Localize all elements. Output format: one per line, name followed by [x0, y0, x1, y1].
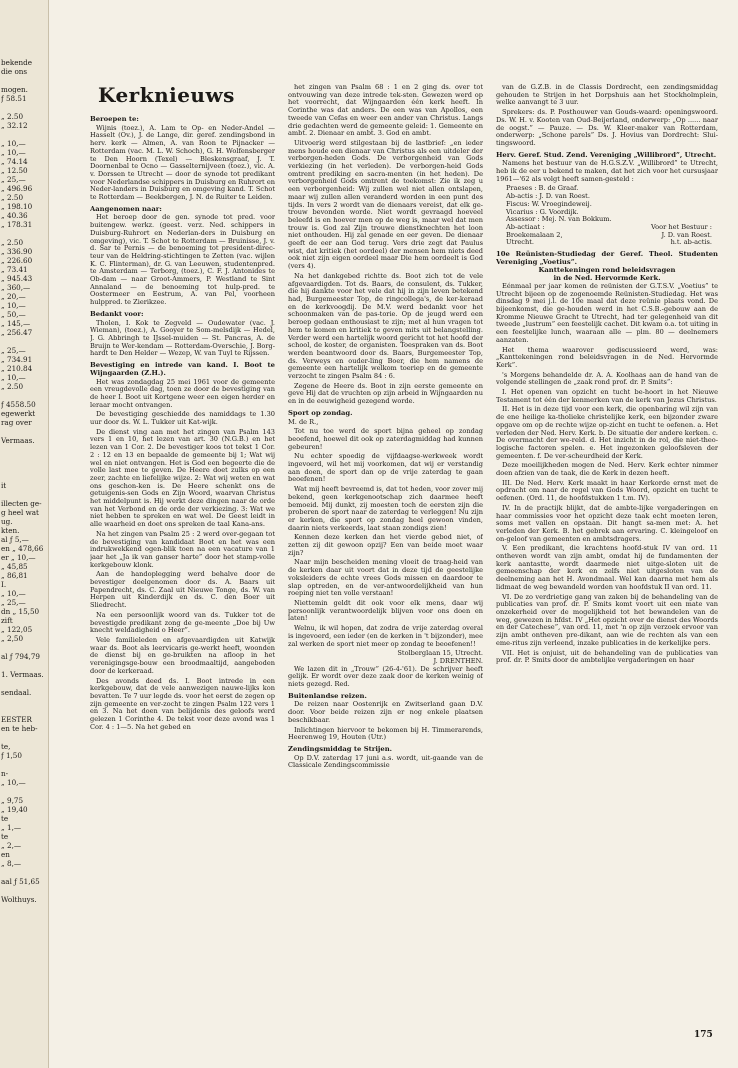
margin-line	[1, 103, 47, 112]
salutation: M. de R.,	[288, 417, 319, 426]
margin-line: „ 19,40	[1, 805, 28, 814]
paragraph: Op D.V. zaterdag 17 juni a.s. wordt, uit-gaande van de Classicale Zendingscommissie	[288, 753, 483, 770]
margin-line: n-	[1, 769, 9, 778]
margin-line: „ 9,75	[1, 796, 24, 805]
margin-line: „ 226.60	[1, 256, 33, 265]
margin-line: kten.	[1, 526, 20, 535]
section-heading: 10e Reünisten-Studiedag der Geref. Theol. Studenten Vereniging „Voetius”.	[496, 250, 718, 266]
margin-line: „ 734.91	[1, 355, 33, 364]
margin-line: „ 336.90	[1, 247, 33, 256]
paragraph: VII. Het is onjuist, uit de behandeling van de publicaties van prof. dr. P. Smits door de ambtelijke vergaderingen en haar	[496, 648, 718, 665]
margin-line: rag over	[1, 418, 32, 427]
paragraph: I. Het openen van opzicht en tucht be-hoort in het Nieuwe Testament tot één der kenmerken van de kerk van Jezus Christus.	[496, 388, 718, 404]
margin-line	[1, 76, 47, 85]
margin-line	[1, 868, 47, 877]
margin-line: EESTER	[1, 715, 32, 724]
margin-line: I.	[1, 580, 7, 589]
column-1-body	[90, 116, 275, 731]
board-member: Vicarius : G. Voordijk.	[506, 207, 579, 216]
margin-line: aal ƒ 51,65	[1, 877, 40, 886]
left-margin-text	[1, 58, 47, 904]
margin-line: en „ 478,66	[1, 544, 44, 553]
paragraph: Het beroep door de gen. synode tot pred. voor buitengew. werkz. (geest. verz. Ned. schippers in Duisburg-Ruhrort en Nederlan-ders in Duisburg en omgeving), vic. T. Schot te Rotterdam — Bruinisse, J. v. d. Sar te Pernis — de benoeming tot president-direc-teur van de Heldring-stichtingen te Zetten (vac. wijlen K. C. Flinterman), dr. G. van Leeuwen, studentenpred. te Amsterdam — Terborg, (toez.), C. F. J. Antonides te Ob-dam — naar Groot-Ammers, P. Westland te Sint Annaland — de benoeming tot hulp-pred. te Oostermeer en Eestrum, A. van Pel, voorheen hulppred. te Zierikzee.	[90, 213, 275, 307]
margin-line: Vermaas.	[1, 436, 35, 445]
paragraph: IV. In de practijk blijkt, dat de ambte-lijke vergaderingen en haar commissies voor het opzicht deze taak echt moeten leren, soms met vallen en opstaan. Dit hangt sa-men met: A. het verleden der Kerk. B. het gebrek aan ervaring. C. kleingeloof en on-geloof van gemeenten en ambtsdragers.	[496, 503, 718, 543]
paragraph: VI. De zo verdrietige gang van zaken bij de behandeling van de publicaties van prof. dr. P. Smits komt voort uit een mate van onzekerheid over de mogelijkheid tot het bewandelen van de weg, gewezen in hfdst. IV „Het opzicht over de dienst des Woords en der Catechese”, van ord. 11, met 'n op zijn verzoek ervoor van zijn ambt ontheven pre-dikant, aan wie de rechten als van een eme-ritus zijn verleend, inzake publicaties in de kerkelijke pers.	[496, 592, 718, 647]
margin-line: „ 2,—	[1, 841, 22, 850]
paragraph: 's Morgens behandelde dr. A. A. Koolhaas aan de hand van de volgende stellingen de „zaak rond prof. dr. P. Smits”:	[496, 370, 718, 387]
paragraph: Na het zingen van Psalm 25 : 2 werd over-gegaan tot de bevestiging van kandidaat Boot en het was een indrukwekkend ogen-blik toen na een vacature van 1 jaar het „Ja ik van ganser harte” door het stamp-volle kerkgebouw klonk.	[90, 529, 275, 569]
paragraph: De dienst ving aan met het zingen van Psalm 143 vers 1 en 10, het lezen van art. 30 (N.G.B.) en het lezen van 1 Cor. 2. De bevestiger koos tot tekst 1 Cor. 2 : 12 en 13 en bepaalde de gemeente bij 1; Wat wij wel en niet ontvangen. Het is God een begeerte die de volle last mee te geven. De Heere doet zulks op een zeer, zachte en liefelijke wijze. 2: Wat wij weten en wat ons geschon-ken is. De Heere schenkt ons de getuigenis-sen Gods en Zijn Woord, waarvan Christus het middelpunt is. Hij werkt deze dingen naar de orde van het Verbond en de orde der verkiezing. 3: Wat we niet hebben te spreken en wat wel. De Geest leidt in alle waarheid en doet ons spreken de taal Kana-ans.	[90, 427, 275, 529]
margin-line: bekende	[1, 58, 32, 67]
margin-line: „ 496.96	[1, 184, 33, 193]
margin-line: „ 32.12	[1, 121, 28, 130]
board-member: Assessor : Mej. N. van Bokkum.	[506, 215, 612, 224]
board-member: Ab-actis : J. D. van Roest.	[506, 192, 590, 201]
margin-line: „ 73.41	[1, 265, 28, 274]
line-part: Broekemalaan 2,	[506, 230, 563, 239]
margin-line: en	[1, 850, 10, 859]
margin-line: er „ 10,—	[1, 553, 36, 562]
margin-line: „ 50,—	[1, 310, 26, 319]
margin-line	[1, 643, 47, 652]
subheading: in de Ned. Hervormde Kerk.	[553, 274, 661, 283]
margin-line: ƒ 4558.50	[1, 400, 36, 409]
column-2	[288, 84, 483, 1024]
margin-line	[1, 229, 47, 238]
margin-line	[1, 679, 47, 688]
margin-line: „ 10,—	[1, 373, 26, 382]
margin-line: die ons	[1, 67, 28, 76]
paragraph: Nu echter spoedig de vijfdaagse-werkweek wordt ingevoerd, wil het mij voorkomen, dat wij er verstandig aan doen, de sport dan op de vrije zaterdag te gaan beoefenen!	[288, 452, 483, 484]
margin-line: „ 45,85	[1, 562, 28, 571]
margin-line: „ 10,—	[1, 778, 26, 787]
paragraph: Deze moeilijkheden mogen de Ned. Herv. Kerk echter nimmer doen afzien van de taak, die de Kerk in dezen heeft.	[496, 461, 718, 478]
margin-line: „ 122,05	[1, 625, 33, 634]
margin-line	[1, 391, 47, 400]
margin-line: „ 178.31	[1, 220, 33, 229]
line-part: J. D. van Roest.	[661, 230, 712, 239]
paragraph: Het thema waarover gediscussieerd werd, was: „Kanttekeningen rond beleidsvragen in de Ned. Hervormde Kerk”.	[496, 345, 718, 369]
margin-line: „ 198.10	[1, 202, 33, 211]
margin-line: „ 8,—	[1, 859, 22, 868]
column-3	[496, 84, 718, 1024]
margin-line: „ 10,—	[1, 301, 26, 310]
signature-line: Stolberglaan 15, Utrecht.	[397, 649, 483, 658]
paragraph: van de G.Z.B. in de Classis Dordrecht, een zendingsmiddag gehouden te Strijen in het Dorpshuis aan het Stockholmplein, welke aanvangt te 3 uur.	[496, 84, 718, 107]
two-part-line	[496, 239, 718, 247]
margin-line: 1. Vermaas.	[1, 670, 44, 679]
paragraph: Naar mijn bescheiden mening vloeit de traag-heid van de kerken daar uit voort dat in deze tijd de geestelijke voksleiders de echte vrees Gods missen en daardoor te slap optreden, en de ver-antwoordelijkheid van hun roeping niet ten volle verstaan!	[288, 558, 483, 598]
paragraph: Na een persoonlijk woord van ds. Tukker tot de bevestigde predikant zong de ge-meente „Doe bij Uw knecht weldadigheid o Heer”.	[90, 610, 275, 635]
board-member: Praeses : B. de Graaf.	[506, 184, 579, 193]
margin-line	[1, 454, 47, 463]
section-heading: Beroepen te:	[90, 115, 139, 123]
margin-line	[1, 733, 47, 742]
paragraph: De bevestiging geschiedde des namiddags te 1.30 uur door ds. W. L. Tukker uit Kat-wijk.	[90, 410, 275, 427]
margin-line: „ 360,—	[1, 283, 31, 292]
margin-line	[1, 760, 47, 769]
margin-line: g heel wat	[1, 508, 39, 517]
margin-line: „ 145,—	[1, 319, 31, 328]
paragraph: Inlichtingen hiervoor te bekomen bij H. Timmerarends, Heerenweg 19, Houten (Utr.)	[288, 725, 483, 742]
section-heading: Herv. Geref. Stud. Zend. Vereniging „Willibrord”, Utrecht.	[496, 150, 717, 159]
margin-line: al ƒ 5,—	[1, 535, 29, 544]
paragraph: Het was zondagdag 25 mei 1961 voor de gemeente een vreugdevolle dag, toen ze door de bevestiging van de heer I. Boot uit Kortgene weer een eigen herder en leraar mocht ontvangen.	[90, 377, 275, 409]
margin-line: ug.	[1, 517, 13, 526]
margin-line: dn „ 15,50	[1, 607, 40, 616]
margin-line: te,	[1, 742, 11, 751]
margin-line: „ 2.50	[1, 112, 24, 121]
margin-line: „ 20,—	[1, 292, 26, 301]
paragraph: Wat mij heeft bevreemd is, dat tot heden, voor zover mij bekend, geen kerkgenootschap zich daarmee heeft bemoeid. Mij dunkt, zij moesten toch de eersten zijn die proberen de sport naar de zaterdag te verleggen! Nu zijn er kerken, die sport op zondag heel gewoon vinden, daarin niets verkeerds, laat staan zondigs zien!	[288, 485, 483, 532]
left-margin-column	[0, 0, 49, 1068]
margin-line: „ 10,—	[1, 148, 26, 157]
paragraph: De reizen naar Oostenrijk en Zwitserland gaan D.V. door. Voor beide reizen zijn er nog enkele plaatsen beschikbaar.	[288, 700, 483, 724]
paragraph: Tot nu toe werd de sport bijna geheel op zondag beoefend, hoewel dit ook op zaterdagmiddag had kunnen gebeuren!	[288, 427, 483, 451]
margin-line: „ 2,50	[1, 634, 24, 643]
paragraph: het zingen van Psalm 68 : 1 en 2 ging ds. over tot ontvouwing van deze intrede tek-sten. Gewezen werd op het voorrecht, dat Wijngaarden één kerk heeft. In Corinthe was dat anders. De een was van Apollos, een tweede van Cefas en weer een ander van Christus. Langs drie gedachten werd de gemeente geleid: 1. Gemeente en ambt. 2. Dienaar en ambt. 3. God en ambt.	[288, 84, 483, 138]
paragraph: Na het dankgebed richtte ds. Boot zich tot de vele afgevaardigden. Tot ds. Baars, de consulent, ds. Tukker, die hij dankte voor het vele dat hij in zijn leven betekend had, Burgemeester Top, de ringcollega's, de ker-keraad en de kerkvoogdij. De M.V. werd bedankt voor het schoonmaken van de pas-torie. Op de jeugd werd een beroep gedaan enthousiast te zijn; met al hun vragen tot hem te komen en kritiek te geven mits uit belangstelling. Verder werd een hartelijk woord gericht tot het hoofd der school, de koster, de organisten. Toespraken van ds. Boot werden beantwoord door ds. Baars, Burgemeester Top, ds. Verweys en ouder-ling Boer, die hem namens de gemeente een hartelijk welkom toeriep en de gemeente verzocht te zingen Psalm 84 : 6.	[288, 271, 483, 381]
margin-line: en te heb-	[1, 724, 38, 733]
margin-line	[1, 706, 47, 715]
section-title: Kerknieuws	[98, 84, 235, 107]
margin-line: „ 25,—	[1, 598, 26, 607]
section-heading: Bevestiging en intrede van kand. I. Boot te Wijngaarden (Z.H.).	[90, 361, 275, 377]
margin-line: ƒ 1,50	[1, 751, 22, 760]
paragraph: Uitvoerig werd stilgestaan bij de lastbrief: „en ieder mens houde een dienaar van Christus als een uitdeler der verborgen-heden Gods. De verborgenheid van Gods verkiezing (in het verleden). De verborgen-heid Gods omtrent prediking en sacra-menten (in het heden). De verborgenheid Gods omtrent de toekomst: Zie ik zeg u een verborgenheid: Wij zullen wel niet allen ontslapen, maar wij zullen allen veranderd worden in een punt des tijds. In vers 2 wordt van de dienaars vereist, dat elk ge-trouw bevonden worde. Niet wordt gevraagd hoeveel beleefd is en hoever men op de weg is, maar wel dat men trouw is. God zal Zijn trouwe dienstknechten het loon niet onthouden. Hij zal genade en eer geven. De dienaar geeft de eer aan God terug. Vers drie zegt dat Paulus wist, dat kritiek (het oordeel) der mensen hem niets deed ook niet zijn eigen oordeel maar Die hem oordeelt is God (vers 4).	[288, 138, 483, 271]
paragraph: Welnu, ik wil hopen, dat zodra de vrije zaterdag overal is ingevoerd, een ieder (en de kerken in 't bijzonder), mee zal werken de sport niet meer op zondag te beoefenen!!	[288, 624, 483, 648]
paragraph: Vele familieleden en afgevaardigden uit Katwijk waar ds. Boot als leervicaris ge-werkt heeft, woonden de dienst bij en ge-bruikten na afloop in het verenigingsge-bouw een broodmaaltijd, aangeboden door de kerkeraad.	[90, 636, 275, 675]
section-heading: Bedankt voor:	[90, 309, 144, 318]
paragraph: II. Het is in deze tijd voor een kerk, die openbaring wil zijn van de ene heilige ka-tholieke christelijke kerk, een bijzonder zware opgave om op de rechte wijze op-zicht en tucht te oefenen. a. Het verleden der Ned. Herv. Kerk. b. De situatie der andere kerken. c. De overmacht der we-reld. d. Het inzicht in de rol, die niet-theo-logische factoren spelen. e. Het ingezonken geloofsleven der gemeenten. f. De ver-scheurdheid der Kerk.	[496, 405, 718, 460]
paragraph: III. De Ned. Herv. Kerk maakt in haar Kerkorde ernst met de opdracht om naar de regel van Gods Woord, opzicht en tucht te oefenen. (Ord. 11, de hoofdstukken 1 t.m. IV).	[496, 478, 718, 503]
margin-line	[1, 490, 47, 499]
margin-line: „ 10,—	[1, 589, 26, 598]
paragraph: V. Een predikant, die krachtens hoofd-stuk IV van ord. 11 ontheven wordt van zijn ambt, omdat hij de fundamenten der kerk aantastte, wordt daarmede niet uitge-sloten uit de gemeenschap der kerk en zelfs niet uitgesloten van de deelneming aan het H. Avondmaal. Wel kan daarna met hem als lidmaat de weg bewandeld worden van hoofdstuk II van ord. 11.	[496, 544, 718, 591]
margin-line	[1, 697, 47, 706]
margin-line: Wolthuys.	[1, 895, 37, 904]
margin-line: sendaal.	[1, 688, 32, 697]
paragraph: Wijnis (toez.), A. Lam te Op- en Neder-Andel — Hasselt (Ov.), J. de Lange, dir. geref. zendingsbond in herv. kerk — Almen, A. van Roon te Pijnacker — Rotterdam (vac. M. L. W. Schoch), G. H. Wolfensberger te Den Hoorn (Texel) — Bleskensgraaf, J. T. Doornenbal te Ocno — Gasselternijveen (toez.), vic. A. v. Dorssen te Utrecht — door de synode tot predikant voor Nederlandse schippers in Duisburg en Ruhrort en Neder-landers in Duisburg en omgeving kand. T. Schot te Rotterdam — Beekbergen, J. N. de Ruiter te Leiden.	[90, 123, 275, 202]
subheading: Kanttekeningen rond beleidsvragen	[538, 266, 676, 275]
margin-line	[1, 130, 47, 139]
paragraph: Zegene de Heere ds. Boot in zijn eerste gemeente en geve Hij dat de vruchten op zijn arbeid in Wijngaarden nu en in de eeuwigheid gezegend worde.	[288, 381, 483, 406]
margin-line: „ 40.36	[1, 211, 28, 220]
margin-line: „ 2.50	[1, 382, 24, 391]
paragraph: Des avonds deed ds. I. Boot intrede in een kerkgebouw, dat de vele aanwezigen nauwe-lijks kon bevatten. Te 7 uur legde ds. voor het eerst de zegen op zijn gemeente en ver-zocht te zingen Psalm 122 vers 1 en 3. Na het doen van belijdenis des geloofs werd gelezen 1 Corinthe 4. De tekst voor deze avond was 1 Cor. 4 : 1—5. Na het gebed en	[90, 676, 275, 731]
margin-line: te	[1, 814, 9, 823]
margin-line: „ 25,—	[1, 175, 26, 184]
board-member: Fiscus: W. Vroegindeweij.	[506, 199, 592, 208]
article-area	[58, 84, 722, 1034]
paragraph: Sprekers: ds. P. Posthouwer van Gouds-waard: openingswoord. Ds. W. H. v. Kooten van Oud-Beijerland, onderwerp: „Op ...... naar de oogst.” — Pauze. — Ds. W. Kleer-maker van Rotterdam, onderwerp: „Schone parels” Ds. J. Hovius van Dordrecht: Slui-tingswoord.	[496, 108, 718, 147]
signature-line: J. DRENTHEN.	[433, 656, 483, 665]
margin-line	[1, 661, 47, 670]
line-part: Voor het Bestuur :	[651, 222, 712, 231]
section-heading: Sport op zondag.	[288, 408, 353, 417]
section-heading: Aangenomen naar:	[90, 204, 162, 213]
margin-line	[1, 886, 47, 895]
line-part: Ab-actiaat :	[506, 222, 545, 231]
section-heading: Zendingsmiddag te Strijen.	[288, 744, 393, 753]
margin-line: it	[1, 481, 7, 490]
paragraph: Kennen deze kerken dan het vierde gebod niet, of zetten zij dit gewoon opzij? Een van beide moet waar zijn?	[288, 533, 483, 557]
margin-line	[1, 445, 47, 454]
paragraph: Niettemin geldt dit ook voor elk mens, daar wij persoonlijk verantwoordelijk blijven voor ons doen en laten!	[288, 599, 483, 623]
margin-line: „ 2.50	[1, 238, 24, 247]
margin-line: zift	[1, 616, 13, 625]
margin-line	[1, 337, 47, 346]
margin-line: „ 12.50	[1, 166, 28, 175]
margin-line	[1, 472, 47, 481]
margin-line	[1, 463, 47, 472]
column-1	[90, 84, 275, 1024]
paragraph: We lazen dit in „Trouw” (26-4-'61). De schrijver heeft gelijk. Er wordt over deze zaak door de kerken weinig of niets gezegd. Red.	[288, 664, 483, 689]
margin-line: al ƒ 794,79	[1, 652, 40, 661]
margin-line: mogen.	[1, 85, 28, 94]
paragraph: Namens het bestuur van de H.G.S.Z.V. „Willibrord” te Utrecht, heb ik de eer u bekend te maken, dat het zich voor het cursusjaar 1961—'62 als volgt heeft samen-gesteld :	[496, 159, 718, 183]
section-heading: Buitenlandse reizen.	[288, 691, 367, 700]
margin-line: te	[1, 832, 9, 841]
margin-line: „ 256.47	[1, 328, 33, 337]
margin-line: ƒ 58.51	[1, 94, 27, 103]
margin-line: egewerkt	[1, 409, 36, 418]
margin-line: „ 2.50	[1, 193, 24, 202]
margin-line	[1, 787, 47, 796]
margin-line: „ 945.43	[1, 274, 33, 283]
line-part: Utrecht.	[506, 238, 534, 247]
page-number: 175	[694, 1030, 713, 1040]
margin-line	[1, 427, 47, 436]
paragraph: Eénmaal per jaar komen de reünisten der G.T.S.V. „Voetius” te Utrecht bijeen op de zogenoemde Reünisten-Studiedag. Het was dinsdag 9 mei j.l. de 10e maal dat deze reünie plaats vond. De bijeenkomst, die ge-houden werd in het C.S.B.-gebouw aan de Kromme Nieuwe Gracht te Utrecht, had ter gelegenheid van dit tweede „lustrum” een feestelijk cachet. Dit kwam o.a. tot uiting in een feestelijke lunch, waaraan alle — plm. 80 — deelnemers aanzaten.	[496, 281, 718, 344]
paragraph: Tholen, I. Kok te Zegveld — Oudewater (vac. J. Wieman), (toez.), A. Gooyer te Som-melsdijk — Hedel, J. G. Abbringh te IJssel-muiden — St. Pancras, A. de Bruijn te Wer-kendam — Rotterdam-Overschie, J. Borg-hardt te Den Helder — Wezep, W. van Tuyl te Rijssen.	[90, 318, 275, 358]
margin-line: illecten ge-	[1, 499, 42, 508]
margin-line: „ 10,—	[1, 139, 26, 148]
margin-line: „ 210.84	[1, 364, 33, 373]
margin-line: „ 25,—	[1, 346, 26, 355]
margin-line: „ 1,—	[1, 823, 22, 832]
board-list	[496, 185, 718, 224]
margin-line: „ 74.14	[1, 157, 28, 166]
line-part: h.t. ab-actis.	[670, 238, 712, 247]
paragraph: Aan de handoplegging werd behalve door de bevestiger deelgenomen door ds. A. Baars uit Papendrecht, ds. C. Zaal uit Nieuwe Tonge, ds. W. van Herpen uit Kinderdijk en ds. C. den Boer uit Sliedrecht.	[90, 570, 275, 610]
margin-line: „ 86,81	[1, 571, 28, 580]
